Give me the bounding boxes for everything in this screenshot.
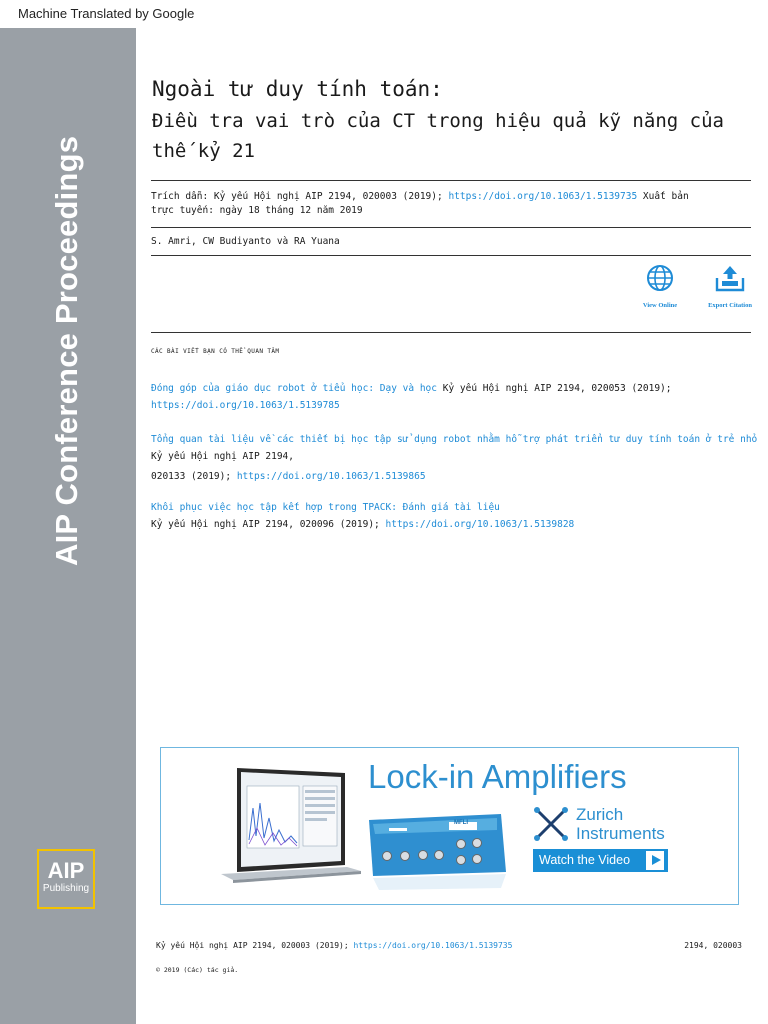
ad-headline: Lock-in Amplifiers	[368, 758, 627, 795]
view-online-label: View Online	[642, 302, 678, 309]
view-online-button[interactable]	[636, 264, 684, 309]
published-date: trực tuyến: ngày 18 tháng 12 năm 2019	[151, 205, 363, 216]
related-article	[151, 380, 751, 414]
article-subtitle	[152, 106, 752, 166]
published-label: Xuất bản	[642, 191, 689, 202]
related-article-title-link[interactable]: Đóng góp của giáo dục robot ở tiểu học: Dạy và học	[151, 383, 437, 394]
related-article-source: Kỷ yếu Hội nghị AIP 2194, 020096 (2019);	[151, 519, 380, 530]
divider	[151, 180, 751, 181]
citation-label: Trích dẫn: Kỷ yếu Hội nghị AIP 2194, 020003 (2019);	[151, 191, 443, 202]
export-citation-button[interactable]	[704, 264, 756, 309]
related-article-title-link[interactable]: Khôi phục việc học tập kết hợp trong TPACK: Đánh giá tài liệu	[151, 502, 500, 513]
related-articles-heading: CÁC BÀI VIẾT BẠN CÓ THỂ QUAN TÂM	[151, 348, 280, 355]
ad-brand	[576, 805, 665, 843]
footer-doi-link[interactable]: https://doi.org/10.1063/1.5139735	[353, 941, 513, 950]
logo-line-1: AIP	[47, 858, 85, 883]
citation-block	[151, 190, 746, 218]
footer-page-ref: 2194, 020003	[684, 941, 742, 950]
export-citation-label: Export Citation	[708, 302, 752, 309]
globe-icon	[646, 264, 674, 292]
article-title: Ngoài tư duy tính toán:	[152, 77, 443, 101]
divider	[151, 255, 751, 256]
journal-vertical-title: AIP Conference Proceedings	[49, 135, 84, 566]
advertisement-banner[interactable]	[160, 747, 739, 905]
related-article-title-link[interactable]: Tổng quan tài liệu về các thiết bị học tập sử dụng robot nhằm hỗ trợ phát triển tư duy tính toán ở trẻ nhỏ	[151, 434, 758, 445]
related-article-doi-link[interactable]: https://doi.org/10.1063/1.5139785	[151, 400, 340, 411]
related-article-doi-link[interactable]: https://doi.org/10.1063/1.5139828	[385, 519, 575, 530]
brand-line-1: Zurich	[576, 805, 624, 824]
watch-video-label: Watch the Video	[539, 853, 631, 867]
copyright-notice: © 2019 (Các) tác giả.	[156, 966, 239, 974]
related-article	[151, 499, 751, 533]
related-article-source: Kỷ yếu Hội nghị AIP 2194,	[151, 451, 294, 462]
citation-doi-link[interactable]: https://doi.org/10.1063/1.5139735	[448, 191, 638, 202]
article-title-block	[152, 76, 752, 166]
logo-line-2: Publishing	[42, 883, 90, 894]
aip-publishing-logo[interactable]	[37, 849, 95, 909]
watch-video-button[interactable]	[533, 849, 668, 872]
device-label: MFLI	[454, 820, 468, 826]
machine-translated-banner: Machine Translated by Google	[0, 0, 195, 28]
export-icon	[714, 264, 746, 292]
brand-line-2: Instruments	[576, 824, 665, 843]
divider	[151, 227, 751, 228]
related-article-source-year: 020133 (2019);	[151, 471, 232, 482]
related-article-source: Kỷ yếu Hội nghị AIP 2194, 020053 (2019);	[442, 383, 672, 394]
divider	[151, 332, 751, 333]
subtitle-line-2: thế kỷ 21	[152, 140, 255, 162]
related-article	[151, 431, 758, 485]
related-article-doi-link[interactable]: https://doi.org/10.1063/1.5139865	[236, 471, 426, 482]
zurich-instruments-logo-icon	[533, 806, 569, 842]
footer-citation	[156, 940, 512, 952]
subtitle-line-1: Điều tra vai trò của CT trong hiệu quả kỹ năng của	[152, 110, 724, 132]
play-icon	[646, 851, 664, 870]
author-list: S. Amri, CW Budiyanto và RA Yuana	[151, 236, 340, 247]
footer-citation-text: Kỷ yếu Hội nghị AIP 2194, 020003 (2019);	[156, 941, 349, 950]
